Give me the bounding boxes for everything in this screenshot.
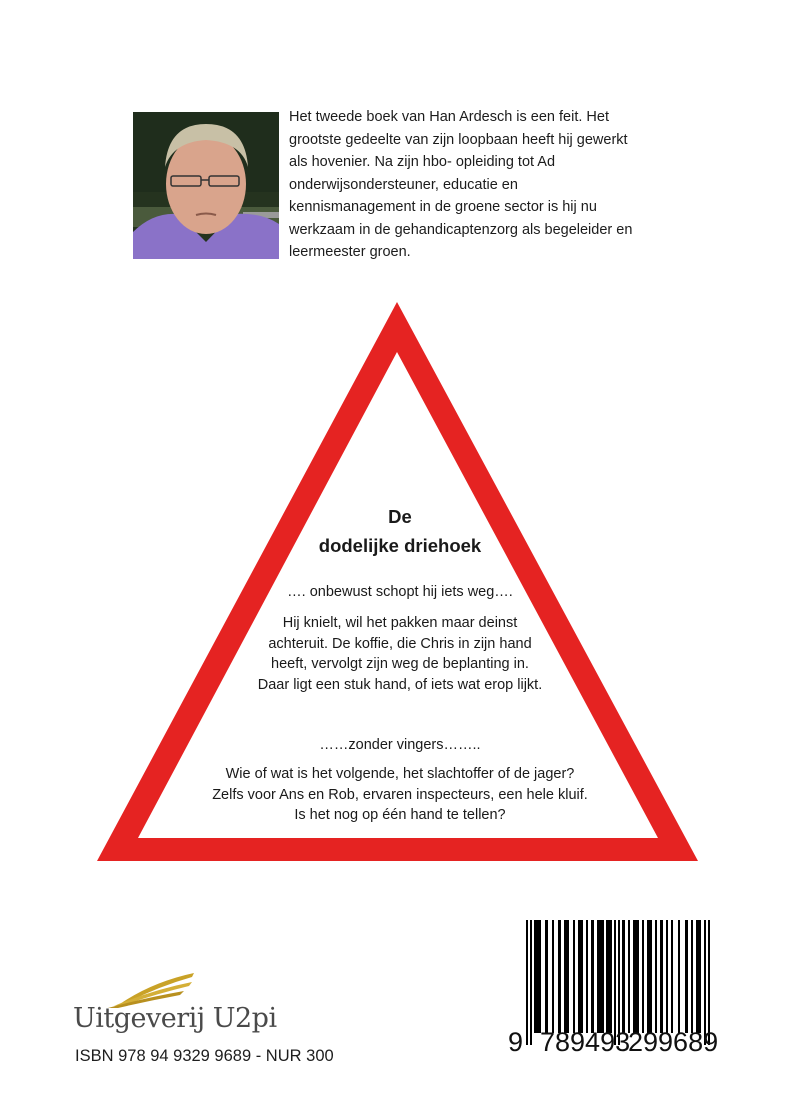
teaser-paragraph-1 bbox=[140, 613, 660, 695]
bio-line: als hovenier. Na zijn hbo- opleiding tot Ad bbox=[289, 154, 556, 170]
bio-line: grootste gedeelte van zijn loopbaan heeft hij gewerkt bbox=[289, 131, 628, 148]
bio-line: leermeester groen. bbox=[289, 244, 411, 260]
paragraph-line: Is het nog op één hand te tellen? bbox=[294, 807, 506, 823]
isbn-barcode bbox=[478, 915, 728, 1065]
paragraph-line: Zelfs voor Ans en Rob, ervaren inspecteurs, een hele kluif. bbox=[212, 786, 588, 803]
paragraph-line: heeft, vervolgt zijn weg de beplanting in. bbox=[271, 656, 529, 672]
barcode-digits-left: 789493 bbox=[540, 1027, 631, 1057]
book-title bbox=[140, 502, 660, 560]
title-line: dodelijke driehoek bbox=[318, 535, 482, 556]
publisher-name: Uitgeverij U2pi bbox=[73, 1003, 277, 1034]
barcode-digits-right: 299689 bbox=[628, 1027, 719, 1057]
paragraph-line: Daar ligt een stuk hand, of iets wat erop lijkt. bbox=[257, 676, 543, 693]
title-line: De bbox=[388, 506, 412, 527]
paragraph-line: Hij knielt, wil het pakken maar deinst bbox=[282, 615, 518, 631]
isbn-line: ISBN 978 94 9329 9689 - NUR 300 bbox=[75, 1047, 334, 1065]
teaser-subtitle-1: …. onbewust schopt hij iets weg…. bbox=[287, 584, 513, 600]
bio-line: kennismanagement in de groene sector is hij nu bbox=[289, 199, 597, 215]
bio-line: Het tweede boek van Han Ardesch is een feit. Het bbox=[289, 109, 609, 125]
bio-line: onderwijsondersteuner, educatie en bbox=[289, 176, 518, 193]
teaser-subtitle-2: ……zonder vingers…….. bbox=[319, 737, 481, 753]
barcode-digit-first: 9 bbox=[508, 1027, 524, 1057]
teaser-paragraph-2 bbox=[140, 764, 660, 826]
paragraph-line: achteruit. De koffie, die Chris in zijn hand bbox=[268, 635, 532, 652]
paragraph-line: Wie of wat is het volgende, het slachtoffer of de jager? bbox=[225, 766, 575, 782]
bio-line: werkzaam in de gehandicaptenzorg als begeleider en bbox=[289, 221, 633, 238]
